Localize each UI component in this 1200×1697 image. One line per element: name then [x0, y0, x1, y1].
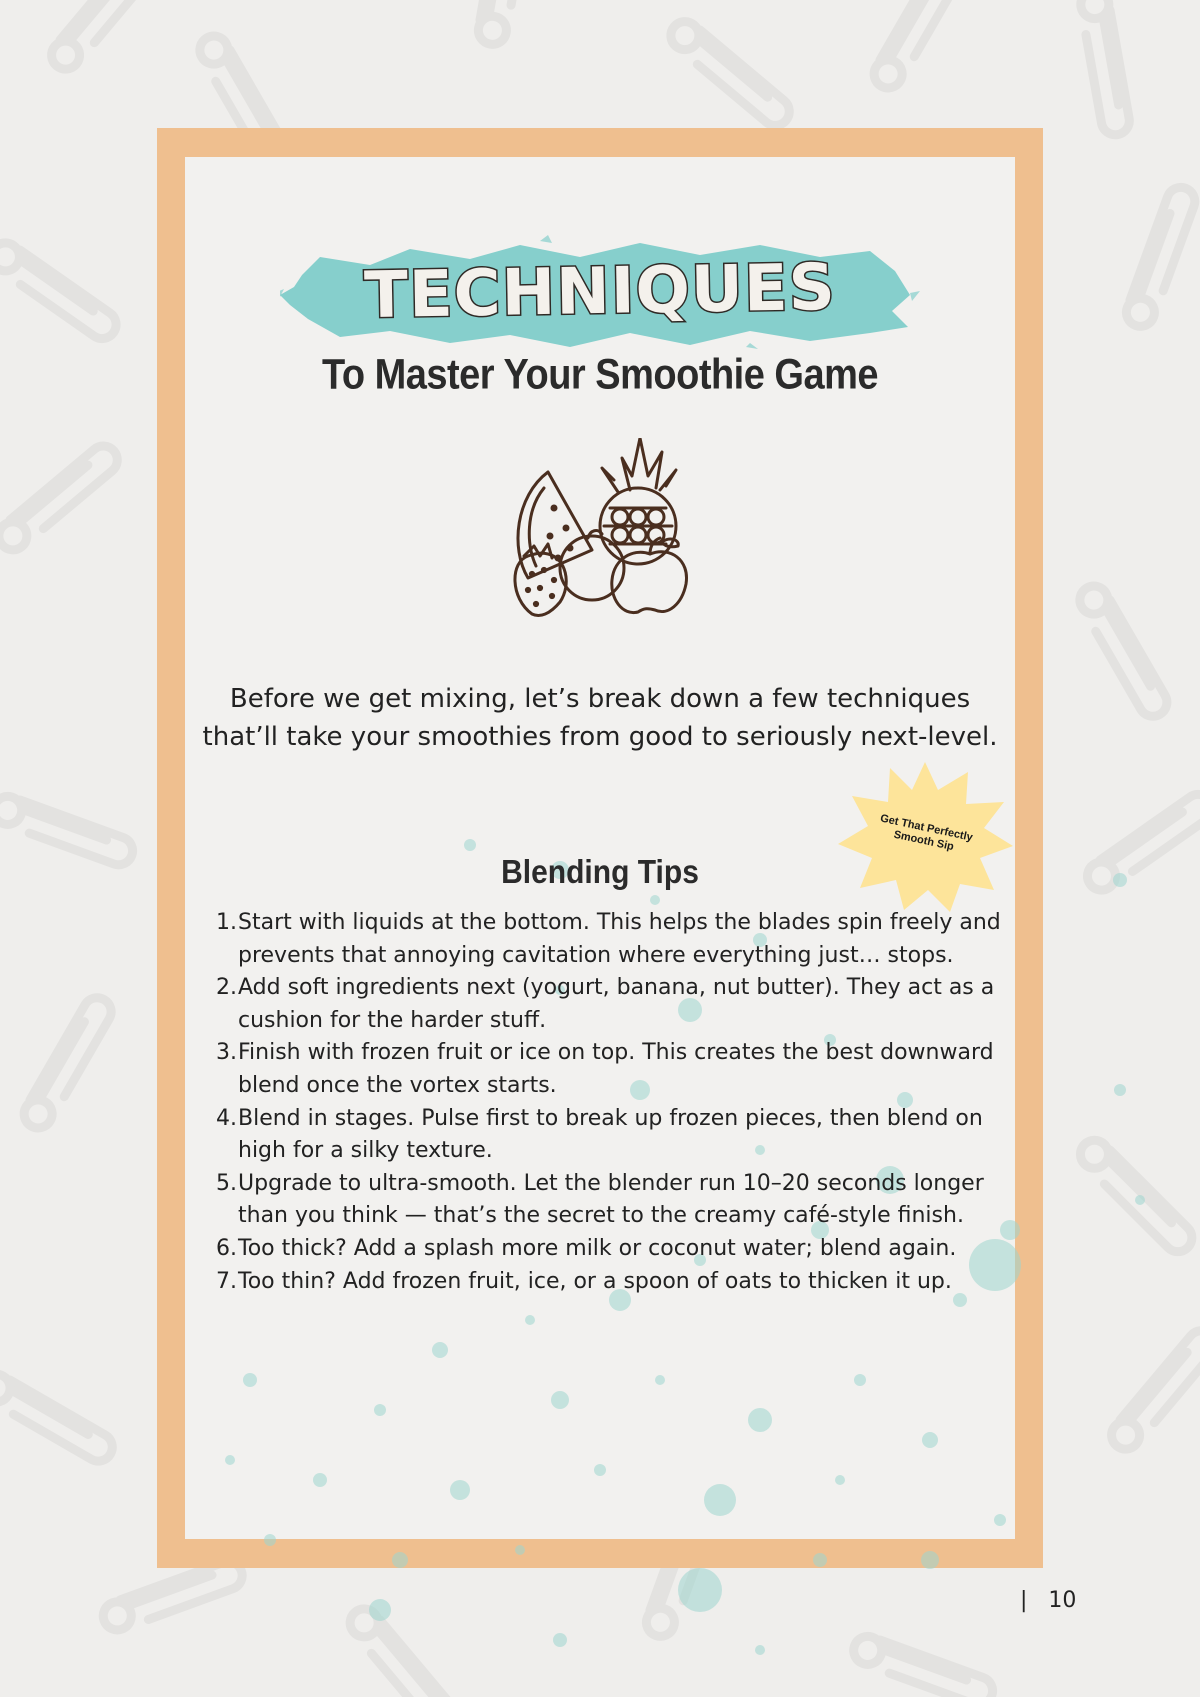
list-item — [213, 907, 1013, 972]
list-item-text: Start with liquids at the bottom. This helps the blades spin freely and prevents that annoying cavitation where everything just… stops. — [238, 910, 1001, 968]
list-item-text: Too thick? Add a splash more milk or coconut water; blend again. — [238, 1235, 957, 1261]
list-item-number: 4. — [216, 1105, 237, 1131]
page-number: 10 — [1048, 1588, 1077, 1613]
tips-heading: Blending Tips — [501, 853, 699, 891]
list-item — [213, 1168, 1013, 1233]
list-item-text: Add soft ingredients next (yogurt, banana, nut butter). They act as a cushion for the harder stuff. — [238, 975, 995, 1033]
fruit-bundle-icon — [510, 438, 695, 618]
list-item-text: Blend in stages. Pulse first to break up frozen pieces, then blend on high for a silky texture. — [238, 1105, 983, 1164]
list-item-number: 1. — [216, 910, 237, 935]
list-item — [213, 1266, 1013, 1299]
blending-tips-list — [213, 907, 1013, 1298]
list-item-number: 6. — [216, 1235, 237, 1261]
list-item — [213, 1037, 1013, 1102]
page-footer — [1020, 1588, 1120, 1613]
list-item-text: Finish with frozen fruit or ice on top. This creates the best downward blend once the vortex starts. — [238, 1040, 994, 1098]
list-item — [213, 972, 1013, 1037]
list-item-text: Upgrade to ultra-smooth. Let the blender run 10–20 seconds longer than you think — that’s the secret to the creamy café-style finish. — [238, 1170, 984, 1229]
footer-separator: | — [1020, 1588, 1028, 1613]
list-item-number: 5. — [216, 1170, 237, 1196]
page-title: TECHNIQUES — [363, 250, 837, 334]
list-item-number: 3. — [216, 1040, 237, 1066]
list-item-text: Too thin? Add frozen fruit, ice, or a spoon of oats to thicken it up. — [238, 1268, 952, 1294]
list-item-number: 2. — [216, 975, 237, 1001]
intro-paragraph: Before we get mixing, let’s break down a few techniques that’ll take your smoothies from good to seriously next-level. — [202, 684, 998, 752]
list-item — [213, 1233, 1013, 1266]
list-item-number: 7. — [216, 1268, 237, 1294]
list-item — [213, 1103, 1013, 1168]
page-subtitle: To Master Your Smoothie Game — [321, 351, 879, 399]
badge-text: Get That Perfectly Smooth Sip — [879, 812, 974, 854]
